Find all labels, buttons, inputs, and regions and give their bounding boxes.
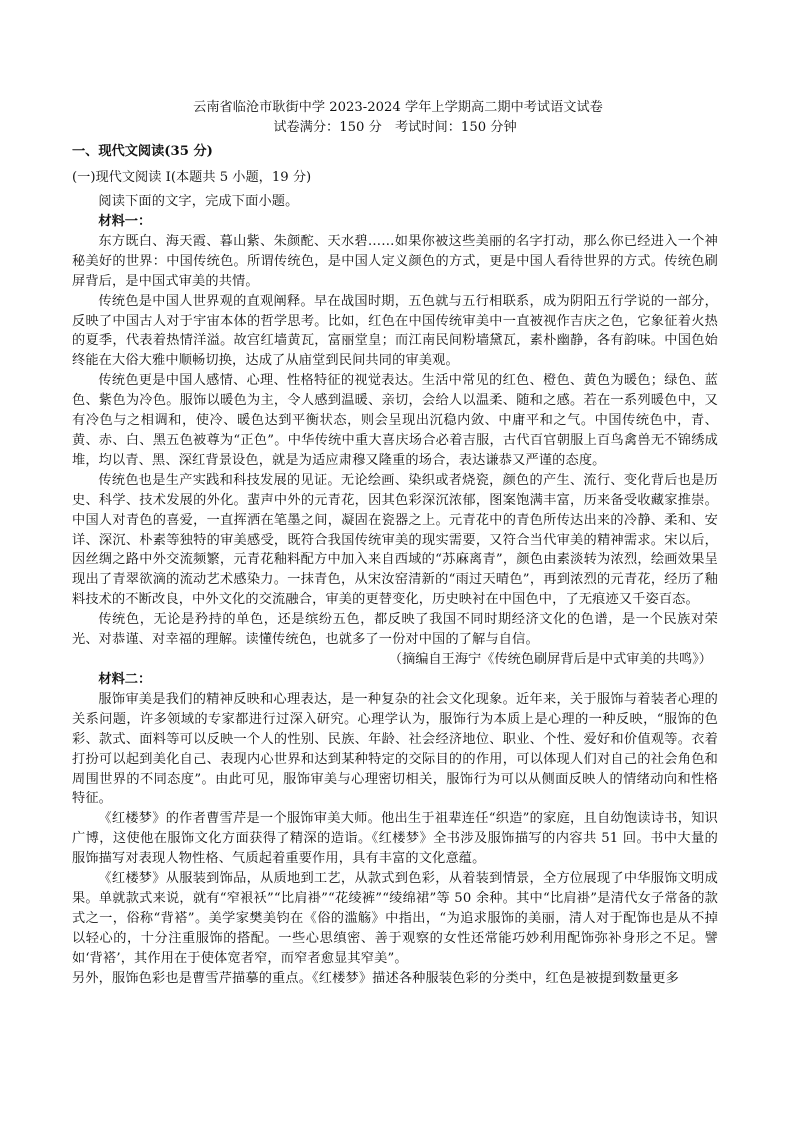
exam-meta: 试卷满分：150 分 考试时间：150 分钟	[273, 120, 517, 135]
material1-paragraph: 传统色，无论是矜持的单色，还是缤纷五色，都反映了我国不同时期经济文化的色谱，是一个民族对荣光、对恭谨、对幸福的理解。读懂传统色，也就多了一份对中国的了解与自信。	[72, 612, 718, 648]
material1-label: 材料一：	[98, 213, 152, 229]
material1-paragraph: 东方既白、海天霞、暮山紫、朱颜酡、天水碧……如果你被这些美丽的名字打动，那么你已经进入一个神秘美好的世界：中国传统色。所谓传统色，是中国人定义颜色的方式，更是中国人看待世界的方式。传统色刷屏背后，是中国式审美的共情。	[72, 233, 718, 289]
material2-paragraph: 服饰审美是我们的精神反映和心理表达，是一种复杂的社会文化现象。近年来，关于服饰与着装者心理的关系问题，许多领域的专家都进行过深入研究。心理学认为，服饰行为本质上是心理的一种反映，“服饰的色彩、款式、面料等可以反映一个人的性别、民族、年龄、社会经济地位、职业、个性、爱好和价值观等。衣着打扮可以起到美化自己、表现内心世界和达到某种特定的交际目的的作用，可以体现人们对自己的社会角色和周围世界的不同态度”。由此可见，服饰审美与心理密切相关，服饰行为可以从侧面反映人的情绪动向和性格特征。	[72, 691, 718, 807]
material1-source: （摘编自王海宁《传统色刷屏背后是中式审美的共鸣》）	[388, 651, 712, 667]
material2-last-line: 另外，服饰色彩也是曹雪芹描摹的重点。《红楼梦》描述各种服装色彩的分类中，红色是被提到数量更多	[72, 970, 679, 986]
material1-paragraph: 传统色更是中国人感情、心理、性格特征的视觉表达。生活中常见的红色、橙色、黄色为暖色；绿色、蓝色、紫色为冷色。服饰以暖色为主，令人感到温暖、亲切，会给人以温柔、随和之感。若在一系列暖色中，又有冷色与之相调和，使冷、暖色达到平衡状态，则会呈现出沉稳内敛、中庸平和之气。中国传统色中，青、黄、赤、白、黑五色被尊为“正色”。中华传统中重大喜庆场合必着吉服，古代百官朝服上百鸟禽兽无不锦绣成堆，均以青、黑、深红背景设色，就是为适应肃穆又隆重的场合，表达谦恭又严谨的态度。	[72, 373, 718, 468]
material2-paragraph: 《红楼梦》的作者曹雪芹是一个服饰审美大师。他出生于祖辈连任“织造”的家庭，且自幼饱读诗书，知识广博，这使他在服饰文化方面获得了精深的造诣。《红楼梦》全书涉及服饰描写的内容共 51 回。书中大量的服饰描写对表现人物性格、气质起着重要作用，具有丰富的文化意蕴。	[72, 811, 718, 867]
section-heading: 一、现代文阅读(35 分)	[72, 144, 213, 159]
material1-paragraph: 传统色也是生产实践和科技发展的见证。无论绘画、染织或者烧瓷，颜色的产生、流行、变化背后也是历史、科学、技术发展的外化。蜚声中外的元青花，因其色彩深沉浓郁，图案饱满丰富，历来备受收藏家推崇。中国人对青色的喜爱，一直挥洒在笔墨之间，凝固在瓷器之上。元青花中的青色所传达出来的冷静、柔和、安详、深沉、朴素等独特的审美感受，既符合我国传统审美的现实需要，又符合当代审美的精神需求。宋以后，因丝绸之路中外交流频繁，元青花釉料配方中加入来自西域的“苏麻离青”，颜色由素淡转为浓烈，绘画效果呈现出了青翠欲滴的流动艺术感染力。一抹青色，从宋汝窑清新的“雨过天晴色”，再到浓烈的元青花，经历了釉料技术的不断改良，中外文化的交流融合，审美的更替变化，历史映衬在中国色中，了无痕迹又千姿百态。	[72, 472, 718, 608]
exam-title: 云南省临沧市耿街中学 2023-2024 学年上学期高二期中考试语文试卷	[193, 100, 603, 115]
material2-label: 材料二：	[98, 671, 152, 687]
subsection-heading: (一)现代文阅读 I(本题共 5 小题，19 分)	[72, 170, 312, 185]
material1-paragraph: 传统色是中国人世界观的直观阐释。早在战国时期，五色就与五行相联系，成为阴阳五行学说的一部分，反映了中国古人对于宇宙本体的哲学思考。比如，红色在中国传统审美中一直被视作吉庆之色，它象征着火热的夏季，代表着热情洋溢。故宫红墙黄瓦，富丽堂皇；而江南民间粉墙黛瓦，素朴幽静，各有韵味。中国色始终能在大俗大雅中顺畅切换，达成了从庙堂到民间共同的审美观。	[72, 293, 718, 369]
material2-paragraph: 《红楼梦》从服装到饰品，从质地到工艺，从款式到色彩，从着装到情景，全方位展现了中华服饰文明成果。单就款式来说，就有“窄裉袄”“比肩褂”“花绫裤”“绫绵裙”等 50 余种。其中“比肩褂”是清代女子常备的款式之一，俗称“背褡”。美学家樊美钧在《俗的滥觞》中指出，“为追求服饰的美丽，清人对于配饰也是从不掉以轻心的，十分注重服饰的搭配。一些心思缜密、善于观察的女性还常能巧妙利用配饰弥补身形之不足。譬如‘背褡’，其作用在于使体宽者窄，而窄者愈显其窄美”。	[72, 871, 718, 966]
instruction-text: 阅读下面的文字，完成下面小题。	[98, 194, 299, 209]
